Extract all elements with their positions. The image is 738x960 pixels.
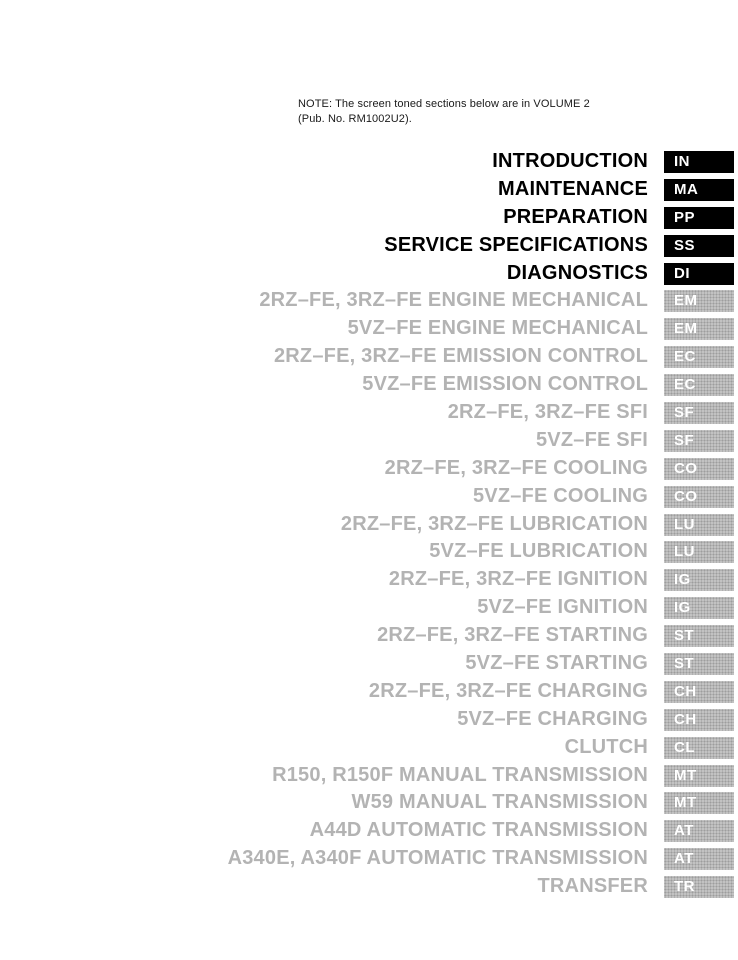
- section-row[interactable]: [0, 148, 738, 176]
- section-title[interactable]: SERVICE SPECIFICATIONS: [384, 233, 648, 256]
- section-tab[interactable]: LU: [664, 541, 734, 563]
- section-title[interactable]: CLUTCH: [564, 735, 648, 758]
- section-title[interactable]: MAINTENANCE: [498, 177, 648, 200]
- section-tab[interactable]: ST: [664, 653, 734, 675]
- section-tab[interactable]: LU: [664, 514, 734, 536]
- section-title[interactable]: TRANSFER: [537, 875, 648, 898]
- section-tab[interactable]: DI: [664, 263, 734, 285]
- section-tab[interactable]: SF: [664, 430, 734, 452]
- section-tab[interactable]: IG: [664, 569, 734, 591]
- section-tab[interactable]: AT: [664, 820, 734, 842]
- volume-note: [298, 97, 590, 127]
- section-row[interactable]: [0, 622, 738, 650]
- section-title[interactable]: W59 MANUAL TRANSMISSION: [351, 791, 648, 814]
- section-title[interactable]: 2RZ–FE, 3RZ–FE SFI: [447, 401, 648, 424]
- section-row[interactable]: [0, 594, 738, 622]
- section-title[interactable]: A44D AUTOMATIC TRANSMISSION: [309, 819, 648, 842]
- section-row[interactable]: [0, 650, 738, 678]
- section-title[interactable]: 5VZ–FE CHARGING: [457, 707, 648, 730]
- section-row[interactable]: [0, 204, 738, 232]
- section-row[interactable]: [0, 315, 738, 343]
- section-tab[interactable]: AT: [664, 848, 734, 870]
- section-tab[interactable]: EM: [664, 290, 734, 312]
- section-title[interactable]: DIAGNOSTICS: [506, 261, 648, 284]
- section-title[interactable]: 5VZ–FE ENGINE MECHANICAL: [347, 317, 648, 340]
- section-title[interactable]: 5VZ–FE EMISSION CONTROL: [362, 373, 648, 396]
- section-title[interactable]: 5VZ–FE COOLING: [472, 484, 648, 507]
- section-index: [0, 148, 738, 901]
- section-title[interactable]: 5VZ–FE SFI: [535, 428, 648, 451]
- section-title[interactable]: INTRODUCTION: [492, 150, 648, 172]
- section-title[interactable]: 5VZ–FE IGNITION: [477, 596, 648, 619]
- section-row[interactable]: [0, 176, 738, 204]
- section-row[interactable]: [0, 734, 738, 762]
- section-row[interactable]: [0, 762, 738, 790]
- section-title[interactable]: 2RZ–FE, 3RZ–FE CHARGING: [368, 679, 648, 702]
- section-row[interactable]: [0, 873, 738, 901]
- section-row[interactable]: [0, 232, 738, 260]
- section-tab[interactable]: PP: [664, 207, 734, 229]
- section-title[interactable]: 2RZ–FE, 3RZ–FE STARTING: [377, 624, 648, 647]
- section-row[interactable]: [0, 706, 738, 734]
- section-title[interactable]: 5VZ–FE STARTING: [465, 652, 648, 675]
- section-title[interactable]: 2RZ–FE, 3RZ–FE IGNITION: [388, 568, 648, 591]
- section-tab[interactable]: SS: [664, 235, 734, 257]
- section-row[interactable]: [0, 260, 738, 288]
- section-row[interactable]: [0, 678, 738, 706]
- section-tab[interactable]: MT: [664, 792, 734, 814]
- section-title[interactable]: 2RZ–FE, 3RZ–FE COOLING: [384, 456, 648, 479]
- section-row[interactable]: [0, 845, 738, 873]
- section-row[interactable]: [0, 427, 738, 455]
- section-tab[interactable]: EC: [664, 346, 734, 368]
- section-tab[interactable]: CH: [664, 709, 734, 731]
- section-title[interactable]: A340E, A340F AUTOMATIC TRANSMISSION: [227, 847, 648, 870]
- section-title[interactable]: 5VZ–FE LUBRICATION: [429, 540, 648, 563]
- section-row[interactable]: [0, 483, 738, 511]
- section-tab[interactable]: EM: [664, 318, 734, 340]
- note-line-1: NOTE: The screen toned sections below are in VOLUME 2: [298, 98, 590, 110]
- section-tab[interactable]: MA: [664, 179, 734, 201]
- section-tab[interactable]: CO: [664, 486, 734, 508]
- section-tab[interactable]: CL: [664, 737, 734, 759]
- section-row[interactable]: [0, 371, 738, 399]
- section-tab[interactable]: IN: [664, 151, 734, 173]
- section-title[interactable]: R150, R150F MANUAL TRANSMISSION: [272, 763, 648, 786]
- section-row[interactable]: [0, 817, 738, 845]
- section-title[interactable]: 2RZ–FE, 3RZ–FE EMISSION CONTROL: [273, 345, 648, 368]
- section-row[interactable]: [0, 511, 738, 539]
- section-row[interactable]: [0, 399, 738, 427]
- section-row[interactable]: [0, 343, 738, 371]
- section-row[interactable]: [0, 538, 738, 566]
- section-tab[interactable]: SF: [664, 402, 734, 424]
- section-tab[interactable]: IG: [664, 597, 734, 619]
- section-tab[interactable]: MT: [664, 765, 734, 787]
- section-tab[interactable]: ST: [664, 625, 734, 647]
- section-title[interactable]: 2RZ–FE, 3RZ–FE ENGINE MECHANICAL: [259, 289, 648, 312]
- section-row[interactable]: [0, 455, 738, 483]
- section-row[interactable]: [0, 566, 738, 594]
- section-tab[interactable]: CO: [664, 458, 734, 480]
- section-tab[interactable]: EC: [664, 374, 734, 396]
- section-title[interactable]: 2RZ–FE, 3RZ–FE LUBRICATION: [340, 512, 648, 535]
- section-row[interactable]: [0, 789, 738, 817]
- section-tab[interactable]: CH: [664, 681, 734, 703]
- section-title[interactable]: PREPARATION: [503, 205, 648, 228]
- section-tab[interactable]: TR: [664, 876, 734, 898]
- note-line-2: (Pub. No. RM1002U2).: [298, 113, 412, 125]
- section-row[interactable]: [0, 287, 738, 315]
